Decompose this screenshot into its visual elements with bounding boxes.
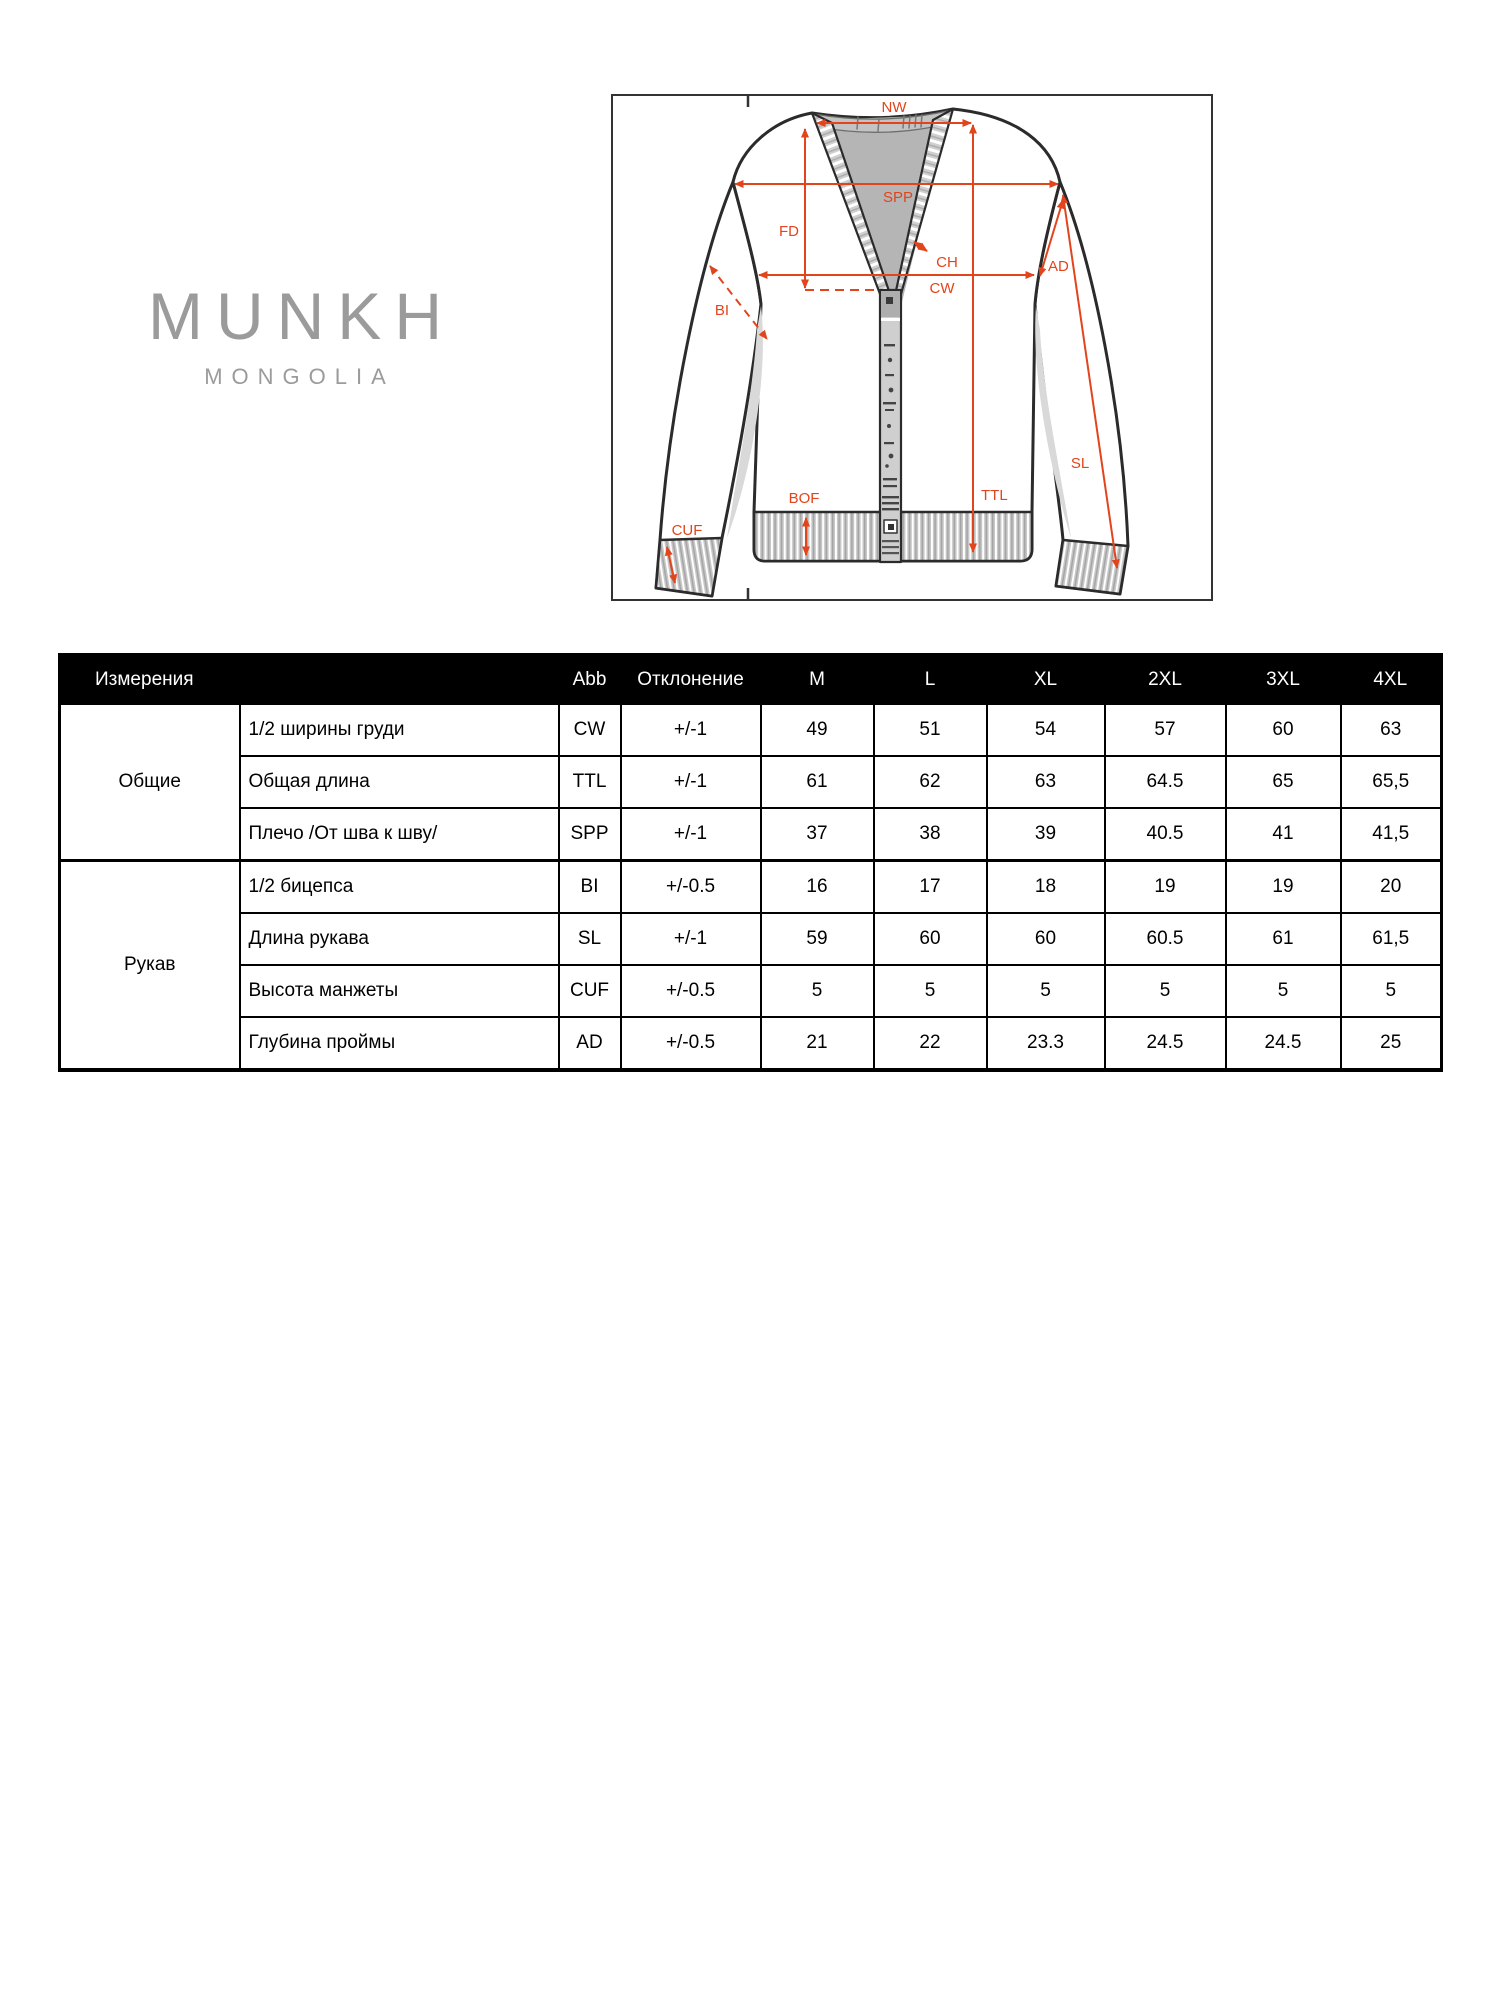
cell-label: Длина рукава	[240, 913, 559, 965]
cell-label: Общая длина	[240, 756, 559, 808]
cell-value: 63	[987, 756, 1105, 808]
left-cuff	[656, 538, 722, 596]
brand-subtitle: MONGOLIA	[204, 364, 395, 390]
table-row	[60, 913, 1442, 965]
cell-label: Плечо /От шва к шву/	[240, 808, 559, 861]
cell-value: 60	[987, 913, 1105, 965]
cell-value: 57	[1105, 704, 1226, 756]
cell-tolerance: +/-1	[621, 913, 761, 965]
placket-rib-bottom	[882, 540, 899, 554]
cell-value: 23.3	[987, 1017, 1105, 1070]
cell-value: 5	[874, 965, 987, 1017]
cell-value: 16	[761, 861, 874, 914]
cell-value: 60.5	[1105, 913, 1226, 965]
cell-value: 59	[761, 913, 874, 965]
col-header-size-m: M	[761, 655, 874, 705]
cell-abb: TTL	[559, 756, 621, 808]
table-row	[60, 756, 1442, 808]
cell-value: 5	[1341, 965, 1442, 1017]
cell-value: 22	[874, 1017, 987, 1070]
measure-label-ad: AD	[1048, 258, 1069, 275]
brand-logo	[99, 279, 491, 390]
table-row	[60, 704, 1442, 756]
measure-label-bi: BI	[714, 302, 730, 319]
cell-abb: SPP	[559, 808, 621, 861]
cell-value: 61	[1226, 913, 1341, 965]
cell-value: 18	[987, 861, 1105, 914]
measure-label-cw: CW	[929, 280, 955, 297]
brand-name: MUNKH	[148, 279, 455, 353]
cell-value: 41,5	[1341, 808, 1442, 861]
cell-value: 20	[1341, 861, 1442, 914]
cell-value: 39	[987, 808, 1105, 861]
table-row	[60, 965, 1442, 1017]
placket	[880, 290, 901, 562]
cell-value: 5	[1105, 965, 1226, 1017]
cell-tolerance: +/-1	[621, 756, 761, 808]
col-header-size-xl: XL	[987, 655, 1105, 705]
cell-value: 19	[1226, 861, 1341, 914]
cell-value: 17	[874, 861, 987, 914]
cell-value: 25	[1341, 1017, 1442, 1070]
cell-value: 65	[1226, 756, 1341, 808]
measure-label-spp: SPP	[882, 189, 914, 206]
measure-label-cuf: CUF	[671, 522, 703, 539]
cell-tolerance: +/-0.5	[621, 1017, 761, 1070]
cell-value: 61,5	[1341, 913, 1442, 965]
table-row	[60, 808, 1442, 861]
cell-value: 60	[874, 913, 987, 965]
measure-label-bof: BOF	[788, 490, 820, 507]
cell-tolerance: +/-0.5	[621, 965, 761, 1017]
col-header-size-2xl: 2XL	[1105, 655, 1226, 705]
cell-value: 51	[874, 704, 987, 756]
cell-label: 1/2 ширины груди	[240, 704, 559, 756]
cell-label: Высота манжеты	[240, 965, 559, 1017]
cell-value: 24.5	[1105, 1017, 1226, 1070]
cell-value: 61	[761, 756, 874, 808]
size-spec-table	[58, 653, 1443, 1072]
cell-value: 65,5	[1341, 756, 1442, 808]
cell-label: 1/2 бицепса	[240, 861, 559, 914]
cell-value: 5	[987, 965, 1105, 1017]
measure-label-sl: SL	[1070, 455, 1090, 472]
cell-value: 37	[761, 808, 874, 861]
measure-label-fd: FD	[779, 223, 799, 240]
cell-value: 24.5	[1226, 1017, 1341, 1070]
cell-abb: AD	[559, 1017, 621, 1070]
cell-abb: CUF	[559, 965, 621, 1017]
cell-value: 62	[874, 756, 987, 808]
col-header-measurements: Измерения	[60, 655, 559, 705]
cell-tolerance: +/-1	[621, 808, 761, 861]
cell-value: 64.5	[1105, 756, 1226, 808]
cell-abb: BI	[559, 861, 621, 914]
cell-value: 41	[1226, 808, 1341, 861]
col-header-size-4xl: 4XL	[1341, 655, 1442, 705]
header-row	[60, 655, 1442, 705]
cell-abb: SL	[559, 913, 621, 965]
cell-value: 54	[987, 704, 1105, 756]
col-header-tolerance: Отклонение	[621, 655, 761, 705]
table-row	[60, 1017, 1442, 1070]
cell-tolerance: +/-1	[621, 704, 761, 756]
cell-value: 5	[761, 965, 874, 1017]
col-header-size-3xl: 3XL	[1226, 655, 1341, 705]
garment-diagram	[611, 94, 1213, 601]
cell-value: 60	[1226, 704, 1341, 756]
measure-label-nw: NW	[881, 99, 907, 116]
cell-label: Глубина проймы	[240, 1017, 559, 1070]
col-header-size-l: L	[874, 655, 987, 705]
cell-tolerance: +/-0.5	[621, 861, 761, 914]
cell-value: 38	[874, 808, 987, 861]
cell-value: 49	[761, 704, 874, 756]
table-row	[60, 861, 1442, 914]
measure-label-ch: CH	[936, 254, 958, 271]
col-header-abb: Abb	[559, 655, 621, 705]
cell-value: 21	[761, 1017, 874, 1070]
cell-value: 40.5	[1105, 808, 1226, 861]
group-cell-general: Общие	[60, 704, 240, 861]
cell-value: 19	[1105, 861, 1226, 914]
measure-label-ttl: TTL	[981, 487, 1008, 504]
cell-value: 63	[1341, 704, 1442, 756]
group-cell-sleeve: Рукав	[60, 861, 240, 1071]
cell-value: 5	[1226, 965, 1341, 1017]
cell-abb: CW	[559, 704, 621, 756]
